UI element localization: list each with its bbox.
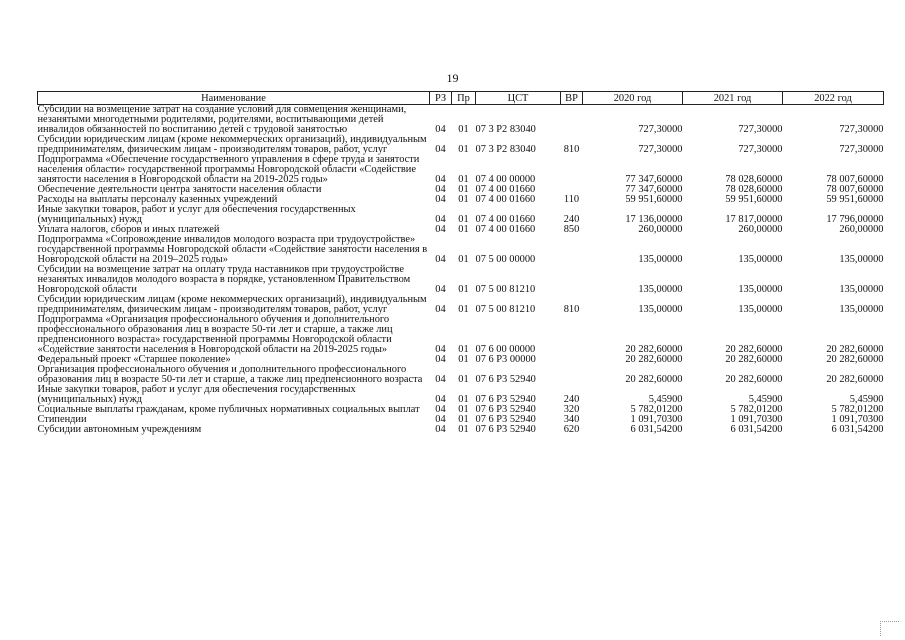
row-2021: 17 817,00000 xyxy=(725,214,783,225)
row-vr: 320 xyxy=(563,404,580,415)
row-rz: 04 xyxy=(435,224,446,235)
budget-table xyxy=(37,91,884,435)
page-number: 19 xyxy=(446,71,459,85)
row-2022: 6 031,54200 xyxy=(831,424,884,435)
row-rz: 04 xyxy=(435,424,446,435)
row-vr: 850 xyxy=(563,224,580,235)
header-pr: Пр xyxy=(452,92,476,105)
row-rz: 04 xyxy=(435,304,446,315)
table-row xyxy=(38,135,884,155)
row-pr: 01 xyxy=(458,184,469,195)
row-pr: 01 xyxy=(458,144,469,155)
row-2022: 5,45900 xyxy=(849,394,884,405)
row-2022: 1 091,70300 xyxy=(831,414,884,425)
table-row xyxy=(38,205,884,225)
row-rz: 04 xyxy=(435,194,446,205)
row-name: Субсидии на возмещение затрат на создание условий для совмещения женщинами, незанятыми многодетными родителями, родителями, воспитывающими детей инвалидов обязанностей по воспитанию детей с трудовой занятостью xyxy=(37,104,407,135)
row-2022: 260,00000 xyxy=(839,224,884,235)
row-name: Иные закупки товаров, работ и услуг для обеспечения государственных (муниципальных) нужд xyxy=(37,384,356,405)
row-pr: 01 xyxy=(458,214,469,225)
row-vr: 620 xyxy=(563,424,580,435)
row-rz: 04 xyxy=(435,214,446,225)
row-name: Субсидии на возмещение затрат на оплату труда наставников при трудоустройстве незанятых инвалидов молодого возраста в порядке, установленном Правительством Новгородской области xyxy=(37,264,411,295)
row-pr: 01 xyxy=(458,124,469,135)
row-name: Субсидии юридическим лицам (кроме некоммерческих организаций), индивидуальным предпринимателям, физическим лицам - производителям товаров, работ, услуг xyxy=(37,134,427,155)
row-2022: 20 282,60000 xyxy=(826,344,884,355)
row-2022: 20 282,60000 xyxy=(826,354,884,365)
table-row xyxy=(38,105,884,136)
row-pr: 01 xyxy=(458,394,469,405)
row-vr: 340 xyxy=(563,414,580,425)
row-vr xyxy=(561,265,583,295)
row-name: Социальные выплаты гражданам, кроме публичных нормативных социальных выплат xyxy=(37,404,420,415)
row-cst: 07 5 00 00000 xyxy=(475,254,536,265)
header-2021: 2021 год xyxy=(683,92,783,105)
row-name: Расходы на выплаты персоналу казенных учреждений xyxy=(37,194,278,205)
row-pr: 01 xyxy=(458,354,469,365)
row-2020: 135,00000 xyxy=(638,284,683,295)
header-rz: РЗ xyxy=(430,92,452,105)
row-rz: 04 xyxy=(435,404,446,415)
row-rz: 04 xyxy=(435,144,446,155)
header-2020: 2020 год xyxy=(583,92,683,105)
row-rz: 04 xyxy=(435,124,446,135)
row-cst: 07 6 Р3 00000 xyxy=(475,354,536,365)
table-row xyxy=(38,425,884,435)
row-2022: 78 007,60000 xyxy=(826,184,884,195)
row-2021: 727,30000 xyxy=(738,124,783,135)
row-pr: 01 xyxy=(458,344,469,355)
row-2020: 77 347,60000 xyxy=(625,174,683,185)
row-2020: 5,45900 xyxy=(648,394,683,405)
row-rz: 04 xyxy=(435,284,446,295)
header-vr: ВР xyxy=(561,92,583,105)
row-pr: 01 xyxy=(458,304,469,315)
row-cst: 07 4 00 00000 xyxy=(475,174,536,185)
table-row xyxy=(38,365,884,385)
row-name: Подпрограмма «Сопровождение инвалидов молодого возраста при трудоустройстве» государственной программы Новгородской области «Содействие занятости населения в Новгородской области на 2019–2025 годы» xyxy=(37,234,428,265)
row-2020: 260,00000 xyxy=(638,224,683,235)
row-2022: 78 007,60000 xyxy=(826,174,884,185)
row-vr xyxy=(561,155,583,185)
row-pr: 01 xyxy=(458,174,469,185)
row-2020: 5 782,01200 xyxy=(630,404,683,415)
row-cst: 07 6 Р3 52940 xyxy=(475,404,536,415)
row-rz: 04 xyxy=(435,354,446,365)
row-2020: 59 951,60000 xyxy=(625,194,683,205)
row-2022: 135,00000 xyxy=(839,304,884,315)
row-cst: 07 6 Р3 52940 xyxy=(475,394,536,405)
table-row xyxy=(38,265,884,295)
row-pr: 01 xyxy=(458,284,469,295)
row-cst: 07 4 00 01660 xyxy=(475,224,536,235)
row-cst: 07 6 Р3 52940 xyxy=(475,414,536,425)
row-vr xyxy=(561,105,583,136)
row-2020: 20 282,60000 xyxy=(625,354,683,365)
row-2021: 135,00000 xyxy=(738,254,783,265)
row-name: Субсидии юридическим лицам (кроме некоммерческих организаций), индивидуальным предпринимателям, физическим лицам - производителям товаров, работ, услуг xyxy=(37,294,427,315)
table-header-row xyxy=(38,92,884,105)
row-vr: 810 xyxy=(563,304,580,315)
row-2022: 5 782,01200 xyxy=(831,404,884,415)
row-2021: 6 031,54200 xyxy=(730,424,783,435)
row-pr: 01 xyxy=(458,374,469,385)
row-pr: 01 xyxy=(458,224,469,235)
row-2020: 17 136,00000 xyxy=(625,214,683,225)
row-name: Федеральный проект «Старшее поколение» xyxy=(37,354,231,365)
row-2021: 135,00000 xyxy=(738,304,783,315)
row-2021: 260,00000 xyxy=(738,224,783,235)
row-2021: 59 951,60000 xyxy=(725,194,783,205)
row-vr: 110 xyxy=(563,194,580,205)
row-2022: 20 282,60000 xyxy=(826,374,884,385)
row-name: Подпрограмма «Обеспечение государственного управления в сфере труда и занятости населения области» государственной программы Новгородской области «Содействие занятости населения в Новгородской области на 2019-2025 годы» xyxy=(37,154,420,185)
row-2021: 20 282,60000 xyxy=(725,354,783,365)
row-name: Уплата налогов, сборов и иных платежей xyxy=(37,224,220,235)
row-name: Обеспечение деятельности центра занятости населения области xyxy=(37,184,322,195)
row-2020: 135,00000 xyxy=(638,254,683,265)
row-vr xyxy=(561,235,583,265)
table-row xyxy=(38,385,884,405)
row-cst: 07 3 Р2 83040 xyxy=(475,144,536,155)
row-2021: 727,30000 xyxy=(738,144,783,155)
row-cst: 07 3 Р2 83040 xyxy=(475,124,536,135)
row-rz: 04 xyxy=(435,344,446,355)
row-2020: 6 031,54200 xyxy=(630,424,683,435)
row-name: Организация профессионального обучения и дополнительного профессионального образования лиц в возрасте 50-ти лет и старше, а также лиц предпенсионного возраста xyxy=(37,364,423,385)
row-2022: 59 951,60000 xyxy=(826,194,884,205)
table-row xyxy=(38,295,884,315)
row-vr: 810 xyxy=(563,144,580,155)
table-body xyxy=(38,105,884,436)
row-2021: 5 782,01200 xyxy=(730,404,783,415)
row-vr xyxy=(561,365,583,385)
row-rz: 04 xyxy=(435,394,446,405)
row-rz: 04 xyxy=(435,184,446,195)
row-pr: 01 xyxy=(458,414,469,425)
row-2022: 135,00000 xyxy=(839,254,884,265)
row-2020: 77 347,60000 xyxy=(625,184,683,195)
row-pr: 01 xyxy=(458,424,469,435)
row-2021: 1 091,70300 xyxy=(730,414,783,425)
row-rz: 04 xyxy=(435,254,446,265)
row-2022: 135,00000 xyxy=(839,284,884,295)
row-rz: 04 xyxy=(435,174,446,185)
row-2022: 727,30000 xyxy=(839,144,884,155)
row-name: Подпрограмма «Организация профессионального обучения и дополнительного профессионального образования лиц в возрасте 50-ти лет и старше, а также лиц предпенсионного возраста» государственной программы Новгородской области «Содействие занятости населения в Новгородской области на 2019-2025 годы» xyxy=(37,314,393,355)
row-name: Иные закупки товаров, работ и услуг для обеспечения государственных (муниципальных) нужд xyxy=(37,204,356,225)
row-cst: 07 5 00 81210 xyxy=(475,284,536,295)
row-cst: 07 6 00 00000 xyxy=(475,344,536,355)
table-row xyxy=(38,315,884,355)
row-pr: 01 xyxy=(458,404,469,415)
header-cst: ЦСТ xyxy=(476,92,561,105)
row-2021: 135,00000 xyxy=(738,284,783,295)
row-2021: 78 028,60000 xyxy=(725,174,783,185)
row-2021: 5,45900 xyxy=(748,394,783,405)
table-row xyxy=(38,155,884,185)
row-2020: 727,30000 xyxy=(638,144,683,155)
row-2022: 727,30000 xyxy=(839,124,884,135)
header-2022: 2022 год xyxy=(783,92,884,105)
row-vr xyxy=(561,355,583,365)
row-pr: 01 xyxy=(458,254,469,265)
scan-edge-mark xyxy=(880,621,899,636)
row-2020: 20 282,60000 xyxy=(625,344,683,355)
row-2020: 135,00000 xyxy=(638,304,683,315)
header-name: Наименование xyxy=(38,92,430,105)
row-cst: 07 4 00 01660 xyxy=(475,184,536,195)
row-2021: 20 282,60000 xyxy=(725,374,783,385)
row-2020: 20 282,60000 xyxy=(625,374,683,385)
row-vr: 240 xyxy=(563,214,580,225)
row-cst: 07 5 00 81210 xyxy=(475,304,536,315)
row-2022: 17 796,00000 xyxy=(826,214,884,225)
row-name: Субсидии автономным учреждениям xyxy=(37,424,202,435)
row-2021: 78 028,60000 xyxy=(725,184,783,195)
row-vr xyxy=(561,315,583,355)
row-cst: 07 4 00 01660 xyxy=(475,214,536,225)
row-name: Стипендии xyxy=(37,414,87,425)
table-row xyxy=(38,235,884,265)
row-cst: 07 4 00 01660 xyxy=(475,194,536,205)
row-2020: 1 091,70300 xyxy=(630,414,683,425)
row-rz: 04 xyxy=(435,374,446,385)
row-2021: 20 282,60000 xyxy=(725,344,783,355)
row-2020: 727,30000 xyxy=(638,124,683,135)
row-vr: 240 xyxy=(563,394,580,405)
row-cst: 07 6 Р3 52940 xyxy=(475,374,536,385)
row-cst: 07 6 Р3 52940 xyxy=(475,424,536,435)
row-pr: 01 xyxy=(458,194,469,205)
row-rz: 04 xyxy=(435,414,446,425)
